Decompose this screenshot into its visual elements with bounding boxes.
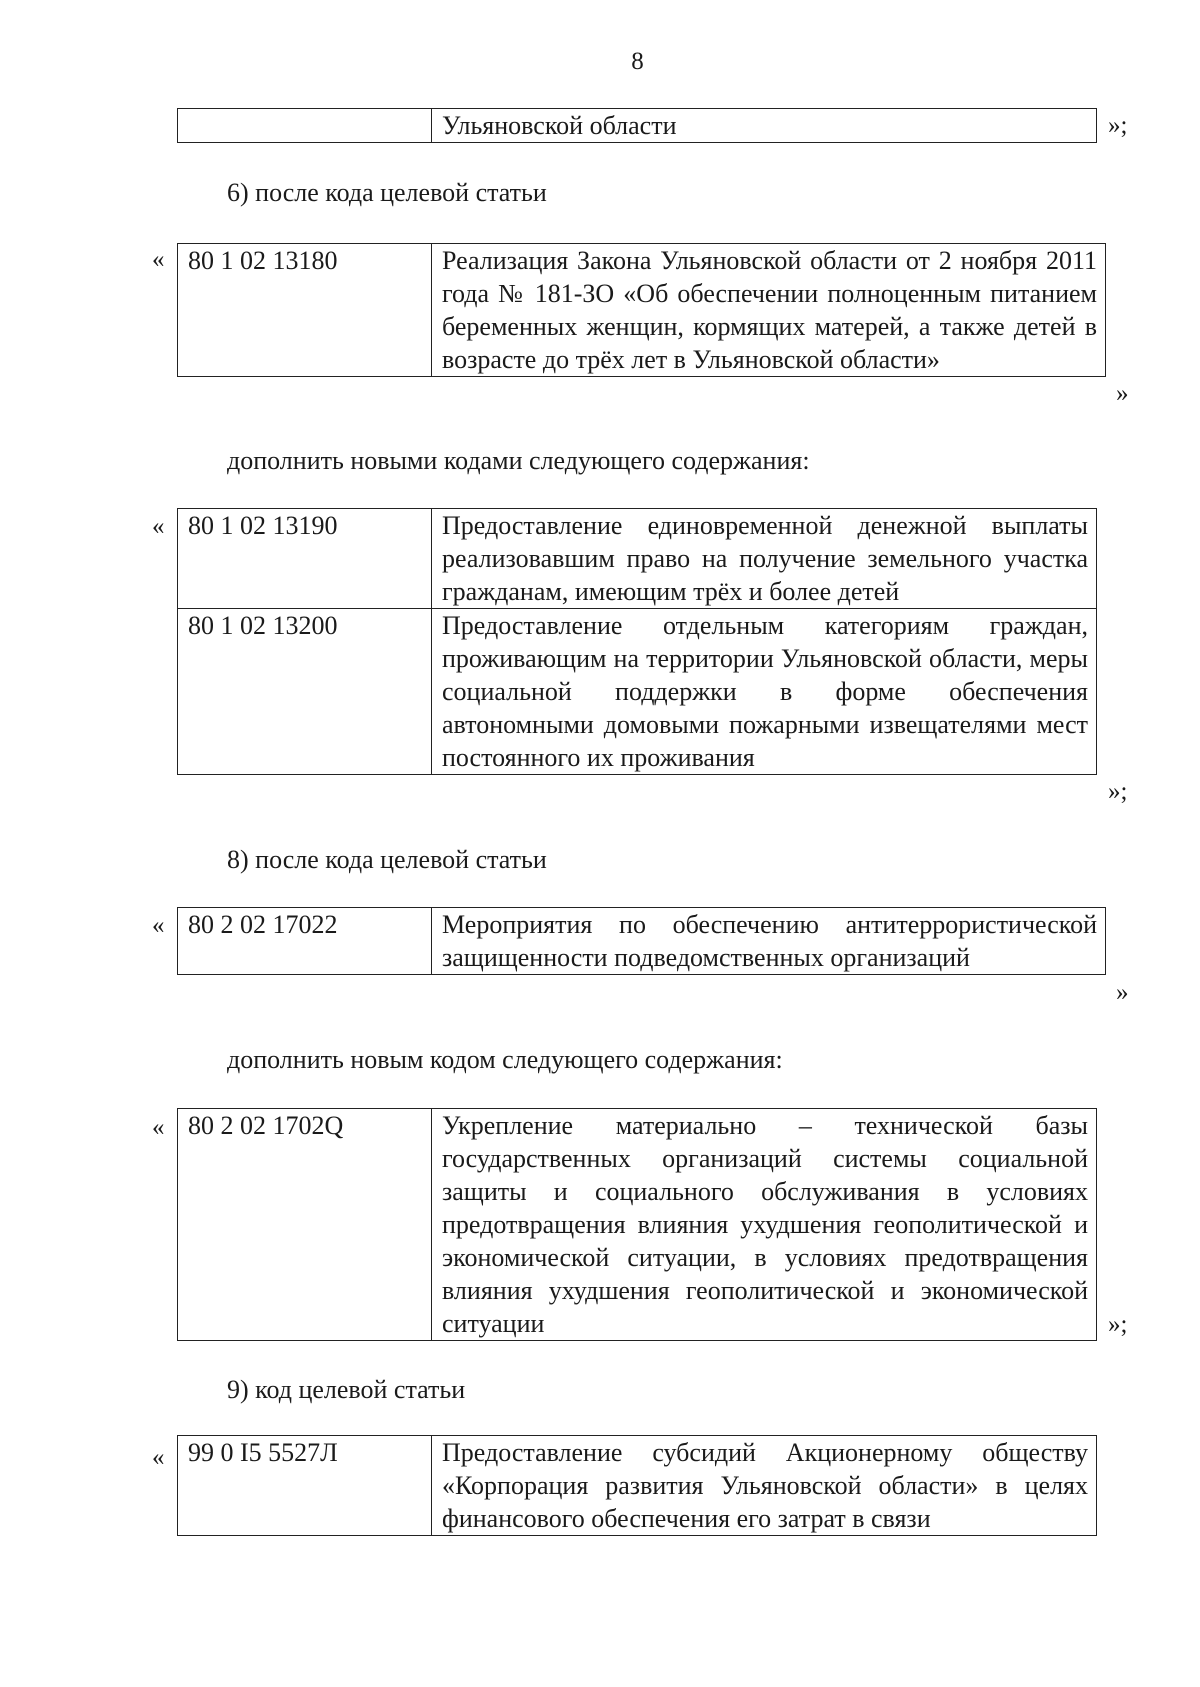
description-cell: Реализация Закона Ульяновской области от 2 ноября 2011 года № 181-ЗО «Об обеспечении полноценным питанием беременных женщин, кормящих матерей, а также детей в возрасте до трёх лет в Ульяновской области» — [432, 244, 1106, 377]
section-heading-8: 8) после кода целевой статьи — [227, 845, 547, 874]
closing-quote: »; — [1108, 778, 1128, 805]
table-row — [178, 1436, 1097, 1536]
supplement-text-1: дополнить новыми кодами следующего содержания: — [227, 446, 810, 475]
section-heading-6: 6) после кода целевой статьи — [227, 178, 547, 207]
opening-quote: « — [152, 513, 165, 540]
page-number: 8 — [631, 48, 644, 75]
item8-table — [177, 907, 1106, 975]
supplement1-table — [177, 508, 1097, 775]
supplement2-table — [177, 1108, 1097, 1341]
section-heading-9: 9) код целевой статьи — [227, 1375, 466, 1404]
table-row — [178, 609, 1097, 775]
item6-table — [177, 243, 1106, 377]
supplement-text-2: дополнить новым кодом следующего содержания: — [227, 1045, 783, 1074]
opening-quote: « — [152, 1444, 165, 1471]
code-cell: 80 2 02 17022 — [178, 908, 432, 975]
item9-table — [177, 1435, 1097, 1536]
code-cell: 80 1 02 13180 — [178, 244, 432, 377]
code-cell: 99 0 I5 5527Л — [178, 1436, 432, 1536]
code-cell — [178, 109, 432, 143]
table-row — [178, 109, 1097, 143]
code-cell: 80 2 02 1702Q — [178, 1109, 432, 1341]
code-cell: 80 1 02 13190 — [178, 509, 432, 609]
opening-quote: « — [152, 1114, 165, 1141]
closing-quote: » — [1116, 979, 1129, 1006]
closing-quote: »; — [1108, 112, 1128, 139]
description-cell: Предоставление отдельным категориям граждан, проживающим на территории Ульяновской области, меры социальной поддержки в форме обеспечения автономными домовыми пожарными извещателями мест постоянного их проживания — [432, 609, 1097, 775]
code-cell: 80 1 02 13200 — [178, 609, 432, 775]
table-row — [178, 908, 1106, 975]
closing-quote: » — [1116, 380, 1129, 407]
table-row — [178, 1109, 1097, 1341]
description-cell: Предоставление субсидий Акционерному обществу «Корпорация развития Ульяновской области» в целях финансового обеспечения его затрат в связи — [432, 1436, 1097, 1536]
table-row — [178, 244, 1106, 377]
description-cell: Укрепление материально – технической базы государственных организаций системы социальной защиты и социального обслуживания в условиях предотвращения влияния ухудшения геополитической и экономической ситуации, в условиях предотвращения влияния ухудшения геополитической и экономической ситуации — [432, 1109, 1097, 1341]
description-cell: Ульяновской области — [432, 109, 1097, 143]
opening-quote: « — [152, 912, 165, 939]
description-cell: Предоставление единовременной денежной выплаты реализовавшим право на получение земельного участка гражданам, имеющим трёх и более детей — [432, 509, 1097, 609]
top-continuation-table — [177, 108, 1097, 143]
closing-quote: »; — [1108, 1311, 1128, 1338]
opening-quote: « — [152, 246, 165, 273]
description-cell: Мероприятия по обеспечению антитеррористической защищенности подведомственных организаций — [432, 908, 1106, 975]
table-row — [178, 509, 1097, 609]
